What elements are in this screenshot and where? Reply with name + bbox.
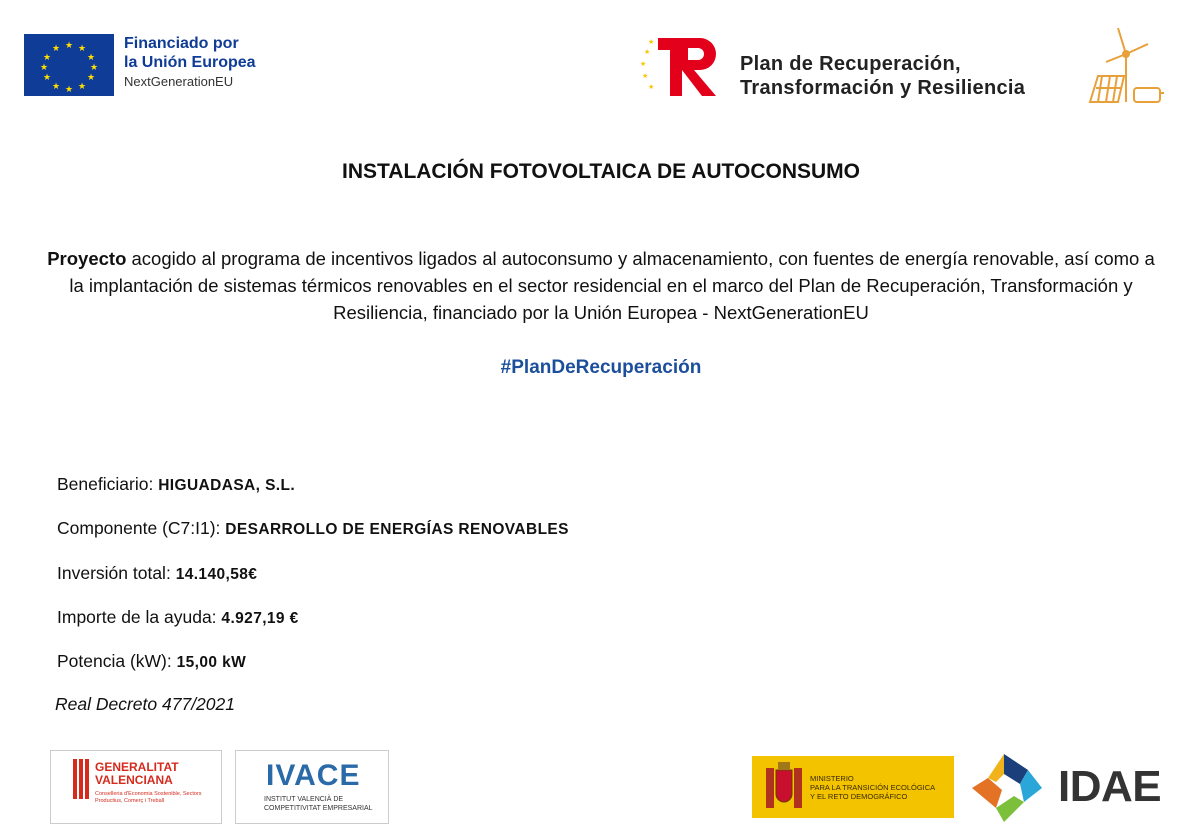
prtr-line-1: Plan de Recuperación, xyxy=(740,53,961,75)
idae-logo xyxy=(968,750,1168,826)
svg-text:★: ★ xyxy=(644,49,651,56)
field-inversion xyxy=(57,563,257,584)
miteco-text xyxy=(810,774,935,801)
gva-subtitle: Conselleria d'Economia Sostenible, Sectors Productius, Comerç i Treball xyxy=(95,791,202,804)
eu-line-1: Financiado por xyxy=(124,35,239,52)
decree-reference: Real Decreto 477/2021 xyxy=(55,694,235,714)
ministerio-logo xyxy=(752,756,954,818)
svg-text:★: ★ xyxy=(51,81,61,91)
ivace-sub-2: COMPETITIVITAT EMPRESARIAL xyxy=(264,805,373,812)
field-label: Inversión total: xyxy=(57,563,171,583)
field-value: 14.140,58€ xyxy=(175,566,258,583)
svg-text:★: ★ xyxy=(51,43,61,53)
prtr-line-2: Transformación y Resiliencia xyxy=(740,77,1026,99)
prtr-logo xyxy=(638,32,728,100)
svg-text:★: ★ xyxy=(86,52,96,62)
svg-text:★: ★ xyxy=(648,84,655,91)
miteco-line-1: MINISTERIO xyxy=(810,774,854,783)
ivace-subtitle xyxy=(264,795,373,813)
field-label: Componente (C7:I1): xyxy=(57,518,221,538)
field-importe xyxy=(57,607,299,628)
project-lead: Proyecto xyxy=(47,248,127,269)
page-title: INSTALACIÓN FOTOVOLTAICA DE AUTOCONSUMO xyxy=(342,160,860,183)
svg-text:★: ★ xyxy=(642,73,649,80)
svg-text:★: ★ xyxy=(42,72,52,82)
gva-line-1: GENERALITAT xyxy=(95,760,179,774)
gva-line-2: VALENCIANA xyxy=(95,773,173,787)
svg-text:★: ★ xyxy=(648,39,655,46)
svg-text:★: ★ xyxy=(39,62,49,72)
field-value: DESARROLLO DE ENERGÍAS RENOVABLES xyxy=(225,521,569,538)
svg-text:★: ★ xyxy=(64,84,74,94)
field-label: Importe de la ayuda: xyxy=(57,607,217,627)
eu-flag-logo xyxy=(24,34,114,96)
eu-line-2: la Unión Europea xyxy=(124,54,256,71)
field-componente xyxy=(57,518,569,539)
svg-text:★: ★ xyxy=(89,62,99,72)
ivace-sub-1: INSTITUT VALENCIÀ DE xyxy=(264,796,344,803)
hashtag: #PlanDeRecuperación xyxy=(500,357,702,378)
eu-line-3: NextGenerationEU xyxy=(124,74,234,89)
generalitat-logo xyxy=(50,750,222,824)
field-value: HIGUADASA, S.L. xyxy=(158,477,296,494)
svg-text:★: ★ xyxy=(42,52,52,62)
svg-text:★: ★ xyxy=(77,81,87,91)
wind-solar-icon xyxy=(1082,24,1168,108)
field-beneficiario xyxy=(57,474,295,495)
field-label: Beneficiario: xyxy=(57,474,154,494)
eu-funding-text xyxy=(124,34,256,91)
ivace-logo xyxy=(235,750,389,824)
svg-text:★: ★ xyxy=(77,43,87,53)
ivace-name: IVACE xyxy=(266,759,361,792)
svg-text:★: ★ xyxy=(64,40,74,50)
miteco-line-2: PARA LA TRANSICIÓN ECOLÓGICA xyxy=(810,783,936,792)
field-value: 4.927,19 € xyxy=(221,610,299,627)
project-text: acogido al programa de incentivos ligados al autoconsumo y almacenamiento, con fuentes de energía renovable, así como a la implantación de sistemas térmicos renovables en el sector residencial en el marco del Plan de Recuperación, Transformación y Resiliencia, financiado por la Unión Europea - NextGenerationEU xyxy=(69,248,1155,323)
miteco-line-3: Y EL RETO DEMOGRÁFICO xyxy=(810,792,908,801)
field-potencia xyxy=(57,651,246,672)
field-label: Potencia (kW): xyxy=(57,651,172,671)
prtr-text xyxy=(740,52,1025,100)
idae-name: IDAE xyxy=(1058,762,1162,811)
field-value: 15,00 kW xyxy=(176,654,247,671)
svg-text:★: ★ xyxy=(640,61,647,68)
project-description xyxy=(40,245,1162,326)
svg-text:★: ★ xyxy=(86,72,96,82)
